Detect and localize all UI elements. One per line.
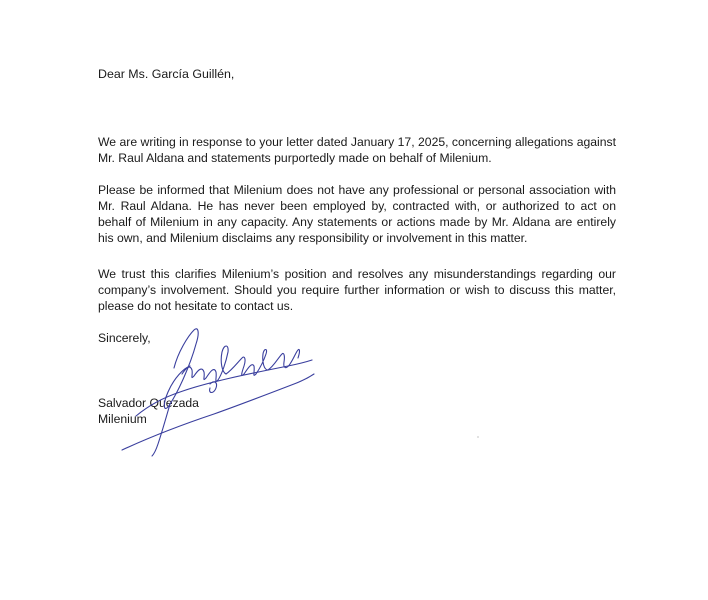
scan-speck	[477, 436, 479, 438]
closing: Sincerely,	[98, 331, 151, 345]
handwritten-signature	[118, 322, 318, 464]
paragraph-conclusion: We trust this clarifies Milenium’s position and resolves any misunderstandings regarding our company’s involvement. Should you require further information or wish to discuss this matter, please do not hesitate to contact us.	[98, 267, 616, 313]
paragraph-response: We are writing in response to your letter dated January 17, 2025, concerning allegations against Mr. Raul Aldana and statements purportedly made on behalf of Milenium.	[98, 135, 616, 165]
salutation: Dear Ms. García Guillén,	[98, 67, 235, 81]
signer-organization: Milenium	[98, 412, 147, 426]
signer-name: Salvador Quezada	[98, 396, 199, 410]
paragraph-disclaimer: Please be informed that Milenium does not have any professional or personal association with Mr. Raul Aldana. He has never been employed by, contracted with, or authorized to act on behalf of Milenium in any capacity. Any statements or actions made by Mr. Aldana are entirely his own, and Milenium disclaims any responsibility or involvement in this matter.	[98, 183, 616, 245]
